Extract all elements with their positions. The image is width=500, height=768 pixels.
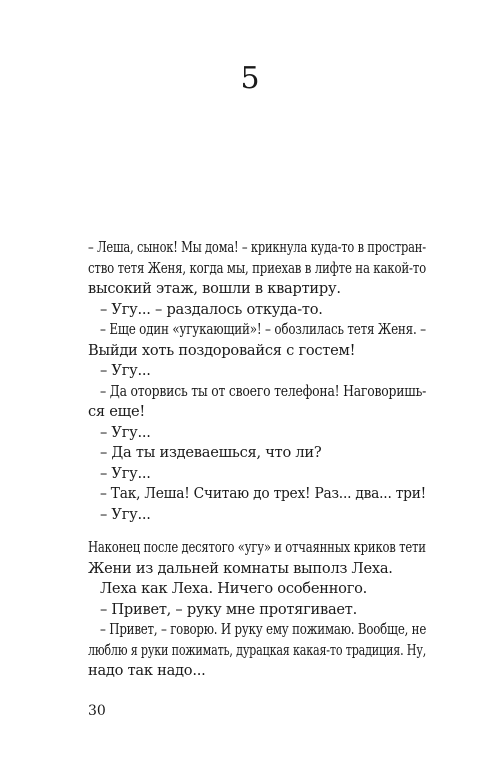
text-line: – Привет, – руку мне протягивает. xyxy=(100,601,358,618)
text-line: – Еще один «угукающий»! – обозлилась тетя Женя. – xyxy=(100,321,426,338)
text-line: – Угу... xyxy=(100,465,151,482)
text-line: – Да оторвись ты от своего телефона! Наговоришь- xyxy=(100,383,427,400)
text-line: Наконец после десятого «угу» и отчаянных криков тети xyxy=(88,539,426,556)
text-line: ство тетя Женя, когда мы, приехав в лифте на какой-то xyxy=(88,260,426,277)
text-line: – Угу... xyxy=(100,362,151,379)
text-line: – Да ты издеваешься, что ли? xyxy=(100,444,322,461)
text-line: ся еще! xyxy=(88,403,145,420)
chapter-number: 5 xyxy=(240,61,260,96)
text-line: – Леша, сынок! Мы дома! – крикнула куда-то в простран- xyxy=(88,239,426,256)
text-line: люблю я руки пожимать, дурацкая какая-то традиция. Ну, xyxy=(88,642,427,659)
text-line: – Угу... – раздалось откуда-то. xyxy=(100,301,323,318)
text-line: Жени из дальней комнаты выполз Леха. xyxy=(88,560,393,577)
text-line: – Угу... xyxy=(100,424,151,441)
text-line: – Так, Леша! Считаю до трех! Раз... два... три! xyxy=(100,485,426,502)
text-line: – Привет, – говорю. И руку ему пожимаю. Вообще, не xyxy=(100,621,427,638)
text-line: надо так надо... xyxy=(88,662,206,679)
text-line: Леха как Леха. Ничего особенного. xyxy=(100,580,368,597)
text-line: высокий этаж, вошли в квартиру. xyxy=(88,280,341,297)
page-number: 30 xyxy=(88,703,106,719)
text-line: – Угу... xyxy=(100,506,151,523)
text-line: Выйди хоть поздоровайся с гостем! xyxy=(88,342,356,359)
